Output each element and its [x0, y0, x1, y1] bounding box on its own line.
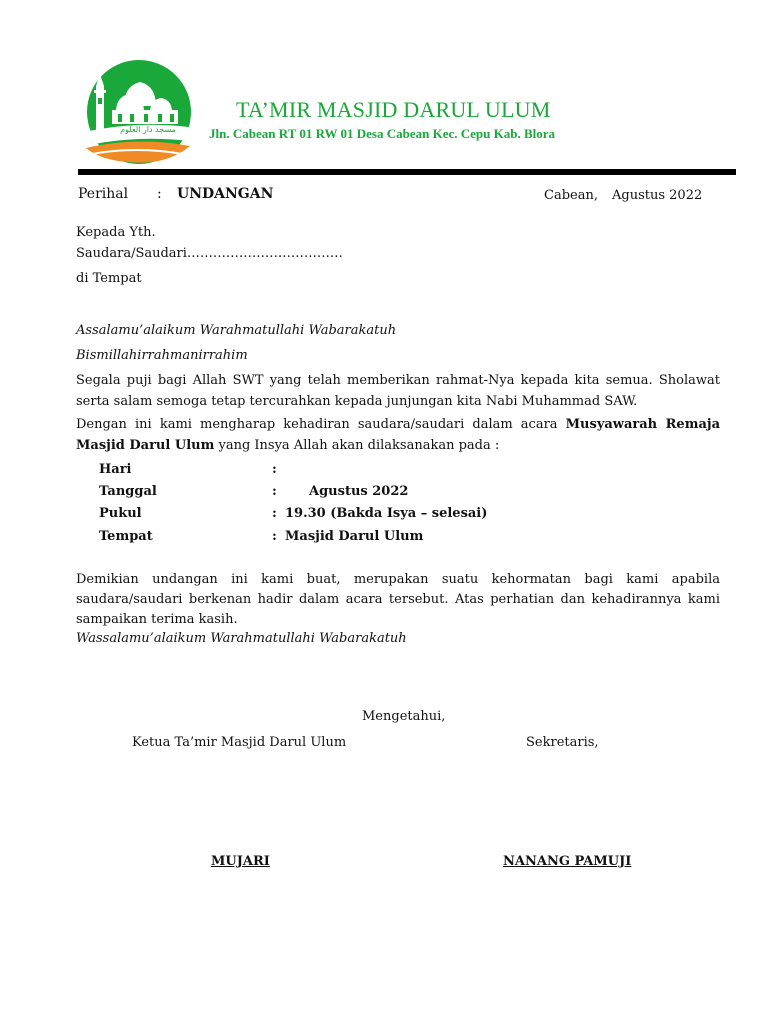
- detail-label-place: Tempat: [99, 529, 153, 544]
- closing-paragraph: Demikian undangan ini kami buat, merupakan suatu kehormatan bagi kami apabila saudara/saudari berkenan hadir dalam acara tersebut. Atas perhatian dan kehadirannya kami sampaikan terima kasih.: [76, 572, 720, 627]
- letter-date: Agustus 2022: [612, 188, 703, 203]
- recipient-line-2: Saudara/Saudari………………………………: [76, 246, 343, 261]
- detail-label-date: Tanggal: [99, 484, 157, 499]
- organization-address: Jln. Cabean RT 01 RW 01 Desa Cabean Kec. Cepu Kab. Blora: [209, 126, 556, 141]
- subject-label: Perihal: [78, 186, 129, 202]
- detail-value-date: Agustus 2022: [309, 484, 409, 499]
- opening-salam: Assalamu’alaikum Warahmatullahi Wabarakatuh: [76, 323, 397, 338]
- detail-value-place: Masjid Darul Ulum: [285, 529, 424, 544]
- invitation-paragraph: Dengan ini kami mengharap kehadiran saudara/saudari dalam acara Musyawarah Remaja Masjid Darul Ulum yang Insya Allah akan dilaksanakan pada :: [76, 417, 721, 453]
- subject-value: UNDANGAN: [177, 186, 274, 202]
- chairman-name: MUJARI: [211, 854, 270, 869]
- detail-colon-day: :: [272, 462, 277, 477]
- header-divider: [78, 169, 736, 175]
- closing-salam: Wassalamu’alaikum Warahmatullahi Wabarakatuh: [76, 631, 407, 646]
- event-name: Musyawarah Remaja Masjid Darul Ulum: [76, 417, 721, 453]
- detail-colon-time: :: [272, 506, 277, 521]
- opening-paragraph: Segala puji bagi Allah SWT yang telah memberikan rahmat-Nya kepada kita semua. Sholawat serta salam semoga tetap tercurahkan kepada junjungan kita Nabi Muhammad SAW.: [76, 373, 720, 409]
- detail-colon-place: :: [272, 529, 277, 544]
- logo-arabic-text: مسجد دار العلوم: [120, 125, 176, 134]
- secretary-name: NANANG PAMUJI: [503, 854, 632, 869]
- letter-place: Cabean,: [544, 188, 598, 203]
- detail-label-time: Pukul: [99, 506, 142, 521]
- subject-colon: :: [157, 186, 162, 202]
- detail-label-day: Hari: [99, 462, 132, 477]
- acknowledged-label: Mengetahui,: [362, 709, 446, 724]
- organization-title: TA’MIR MASJID DARUL ULUM: [236, 97, 551, 122]
- secretary-title: Sekretaris,: [526, 735, 599, 750]
- mosque-logo: [78, 60, 200, 170]
- recipient-line-1: Kepada Yth.: [76, 225, 156, 240]
- bismillah: Bismillahirrahmanirrahim: [76, 348, 248, 363]
- detail-value-time: 19.30 (Bakda Isya – selesai): [285, 506, 488, 521]
- detail-colon-date: :: [272, 484, 277, 499]
- recipient-line-3: di Tempat: [76, 271, 142, 286]
- chairman-title: Ketua Ta’mir Masjid Darul Ulum: [132, 735, 347, 750]
